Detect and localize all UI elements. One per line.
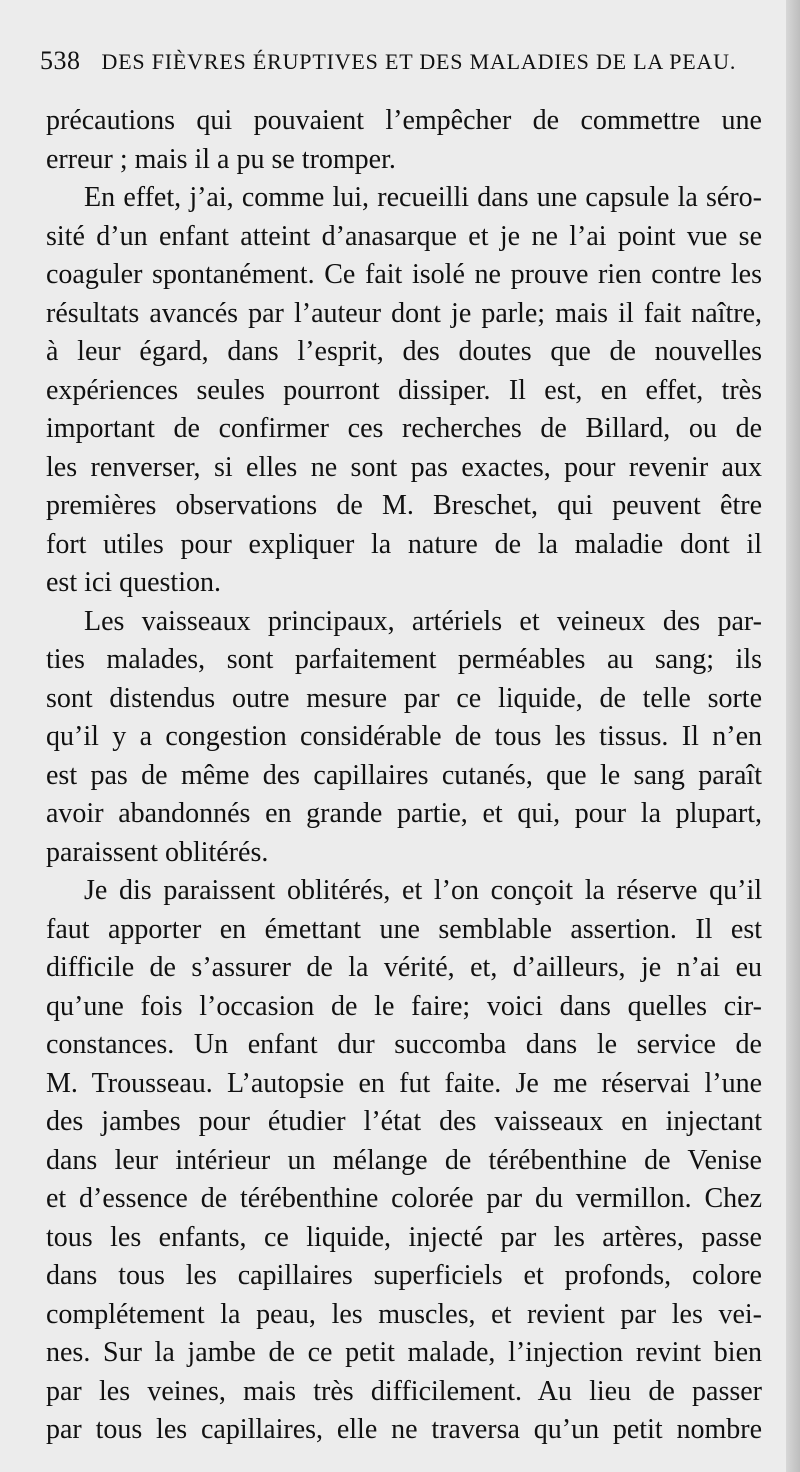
text-line: est ici question. bbox=[46, 567, 221, 598]
text-line: erreur ; mais il a pu se tromper. bbox=[46, 143, 396, 175]
text-line: M. Trousseau. L’autopsie en fut faite. Je me réservai l’une bbox=[46, 1067, 762, 1099]
text-line: complétement la peau, les muscles, et revient par les vei- bbox=[46, 1298, 762, 1330]
text-line: Les vaisseaux principaux, artériels et veineux des par- bbox=[84, 605, 762, 637]
text-line: difficile de s’assurer de la vérité, et, d’ailleurs, je n’ai eu bbox=[46, 952, 762, 983]
text-line: qu’une fois l’occasion de le faire; voici dans quelles cir- bbox=[46, 990, 762, 1022]
page-edge-shadow bbox=[786, 0, 800, 1472]
page-header bbox=[40, 46, 760, 86]
text-line: est pas de même des capillaires cutanés, que le sang paraît bbox=[46, 759, 762, 791]
body-text bbox=[46, 102, 762, 1445]
text-line: faut apporter en émettant une semblable assertion. Il est bbox=[46, 913, 762, 945]
text-line: qu’il y a congestion considérable de tous les tissus. Il n’en bbox=[46, 721, 762, 752]
text-line: par les veines, mais très difficilement. Au lieu de passer bbox=[46, 1375, 762, 1407]
text-line: sité d’un enfant atteint d’anasarque et je ne l’ai point vue se bbox=[46, 220, 762, 252]
text-line: dans tous les capillaires superficiels et profonds, colore bbox=[46, 1260, 762, 1291]
running-title: DES FIÈVRES ÉRUPTIVES ET DES MALADIES DE LA PEAU. bbox=[101, 49, 737, 74]
text-line: En effet, j’ai, comme lui, recueilli dans une capsule la séro- bbox=[84, 182, 762, 213]
text-line: résultats avancés par l’auteur dont je parle; mais il fait naître, bbox=[46, 297, 762, 329]
text-line: tous les enfants, ce liquide, injecté par les artères, passe bbox=[46, 1221, 762, 1253]
text-line: à leur égard, dans l’esprit, des doutes que de nouvelles bbox=[46, 336, 762, 367]
text-line: constances. Un enfant dur succomba dans le service de bbox=[46, 1029, 762, 1060]
text-line: expériences seules pourront dissiper. Il est, en effet, très bbox=[46, 374, 762, 406]
text-line: par tous les capillaires, elle ne traversa qu’un petit nombre bbox=[46, 1414, 762, 1445]
text-line: important de confirmer ces recherches de Billard, ou de bbox=[46, 413, 762, 444]
text-line: les renverser, si elles ne sont pas exactes, pour revenir aux bbox=[46, 451, 762, 483]
text-line: coaguler spontanément. Ce fait isolé ne prouve rien contre les bbox=[46, 259, 762, 290]
page-number: 538 bbox=[40, 46, 81, 75]
text-line: et d’essence de térébenthine colorée par du vermillon. Chez bbox=[46, 1183, 762, 1214]
text-line: nes. Sur la jambe de ce petit malade, l’injection revint bien bbox=[46, 1337, 762, 1368]
text-line: précautions qui pouvaient l’empêcher de commettre une bbox=[46, 105, 762, 136]
text-line: Je dis paraissent oblitérés, et l’on conçoit la réserve qu’il bbox=[84, 875, 762, 906]
text-line: premières observations de M. Breschet, qui peuvent être bbox=[46, 490, 762, 521]
text-line: dans leur intérieur un mélange de térébenthine de Venise bbox=[46, 1144, 762, 1176]
text-line: sont distendus outre mesure par ce liquide, de telle sorte bbox=[46, 682, 762, 714]
text-line: paraissent oblitérés. bbox=[46, 836, 269, 868]
text-line: avoir abandonnés en grande partie, et qui, pour la plupart, bbox=[46, 798, 762, 829]
text-line: fort utiles pour expliquer la nature de la maladie dont il bbox=[46, 528, 762, 560]
text-line: des jambes pour étudier l’état des vaisseaux en injectant bbox=[46, 1106, 762, 1137]
text-line: ties malades, sont parfaitement perméables au sang; ils bbox=[46, 644, 762, 675]
